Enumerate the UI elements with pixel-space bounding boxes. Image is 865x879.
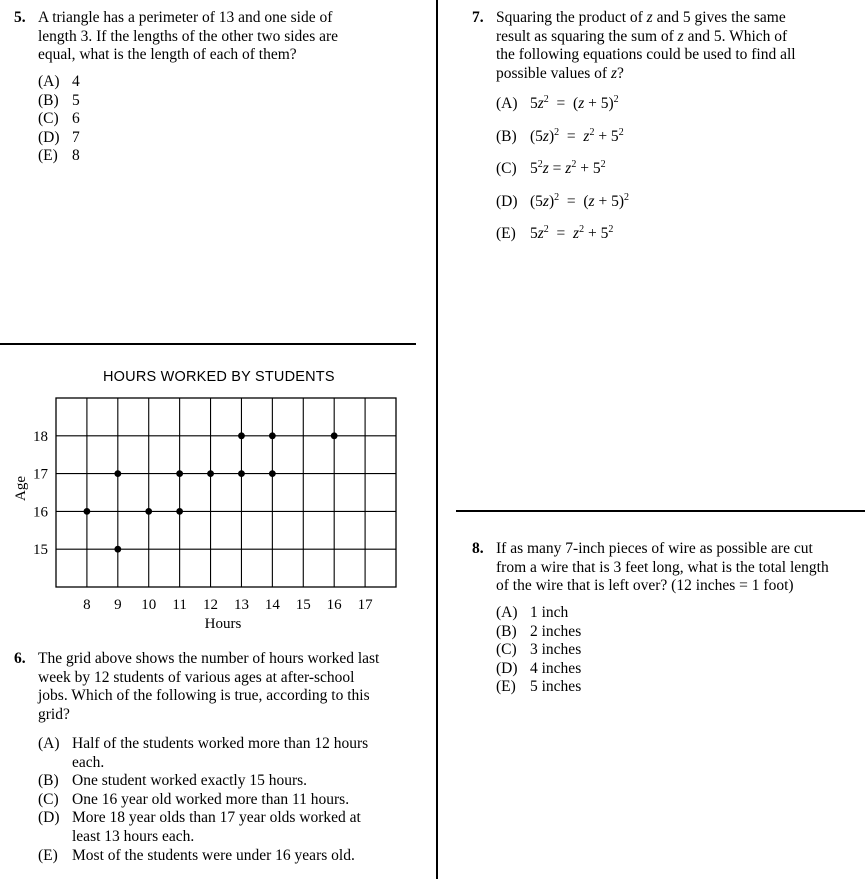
chart-title: HOURS WORKED BY STUDENTS [103, 369, 335, 385]
answer-option[interactable]: (C) 3 inches [496, 641, 582, 659]
question-number: 6. [14, 650, 26, 667]
x-tick-label: 9 [114, 597, 122, 613]
data-point [207, 470, 214, 477]
answer-options [496, 91, 629, 254]
y-tick-label: 16 [33, 504, 48, 521]
section-divider-left [0, 343, 416, 345]
data-point [269, 432, 276, 439]
equation: $5^2z = z^2 + 5^2$ [530, 159, 606, 178]
x-tick-label: 17 [357, 597, 373, 613]
y-tick-label: 18 [33, 428, 48, 445]
answer-option[interactable]: (A) Half of the students worked more than 12 hours each. [38, 735, 369, 771]
answer-option[interactable]: (B) $(5z)^2 = z^2 + 5^2$ [496, 124, 629, 157]
y-tick-label: 15 [33, 542, 48, 559]
x-tick-label: 10 [141, 597, 157, 613]
answer-options [496, 604, 581, 697]
x-tick-label: 16 [326, 597, 342, 613]
answer-option[interactable]: (D) $(5z)^2 = (z + 5)^2$ [496, 189, 629, 222]
answer-option[interactable]: (A) $5z^2 = (z + 5)^2$ [496, 91, 629, 124]
equation: $(5z)^2 = (z + 5)^2$ [530, 191, 629, 210]
stem-line: grid? [38, 705, 70, 723]
answer-option[interactable]: (A) 4 [38, 73, 80, 90]
data-point [238, 470, 245, 477]
answer-option[interactable]: (E) 5 inches [496, 678, 582, 696]
section-divider-right [456, 510, 865, 512]
answer-option[interactable]: (E) 8 [38, 147, 80, 165]
stem-line: jobs. Which of the following is true, according to this [38, 687, 370, 704]
question-stem [38, 650, 418, 724]
data-point [145, 508, 152, 515]
answer-option[interactable]: (C) $5^2z = z^2 + 5^2$ [496, 156, 629, 189]
x-tick-label: 11 [172, 597, 187, 613]
data-point [84, 508, 91, 515]
data-point [331, 432, 338, 439]
answer-option[interactable]: (C) 6 [38, 110, 80, 128]
data-point [238, 432, 245, 439]
data-point [176, 508, 183, 515]
question-stem [496, 540, 861, 596]
x-tick-label: 15 [295, 597, 311, 613]
data-point [176, 470, 183, 477]
answer-options [38, 73, 80, 166]
stem-line: A triangle has a perimeter of 13 and one side of [38, 9, 333, 26]
hours-worked-chart [0, 385, 416, 635]
answer-option[interactable]: (E) Most of the students were under 16 years old. [38, 846, 355, 864]
answer-option[interactable]: (C) One 16 year old worked more than 11 hours. [38, 790, 350, 808]
question-number: 8. [472, 540, 484, 557]
answer-option[interactable]: (E) $5z^2 = z^2 + 5^2$ [496, 221, 629, 254]
answer-options [38, 735, 388, 865]
question-stem [38, 9, 418, 65]
answer-option[interactable]: (D) More 18 year olds than 17 year olds worked at least 13 hours each. [38, 809, 361, 845]
question-number: 5. [14, 9, 26, 26]
data-point [114, 470, 121, 477]
data-point [114, 546, 121, 553]
answer-option[interactable]: (A) 1 inch [496, 604, 569, 621]
x-tick-label: 12 [203, 597, 219, 613]
equation: $5z^2 = z^2 + 5^2$ [530, 224, 614, 243]
stem-line: from a wire that is 3 feet long, what is the total length [496, 558, 829, 576]
x-tick-label: 8 [83, 597, 91, 613]
x-tick-label: 14 [264, 597, 280, 613]
stem-line: equal, what is the length of each of them? [38, 46, 297, 63]
stem-line: of the wire that is left over? (12 inches = 1 foot) [496, 577, 794, 594]
stem-line: length 3. If the lengths of the other two sides are [38, 27, 339, 45]
y-axis-label: Age [13, 476, 29, 501]
x-axis-label: Hours [204, 616, 242, 632]
answer-option[interactable]: (D) 4 inches [496, 659, 582, 677]
answer-option[interactable]: (D) 7 [38, 128, 80, 146]
stem-line: The grid above shows the number of hours worked last [38, 650, 380, 667]
answer-option[interactable]: (B) 2 inches [496, 622, 582, 640]
answer-option[interactable]: (B) One student worked exactly 15 hours. [38, 772, 308, 790]
plot-frame [56, 398, 396, 587]
question-number: 7. [472, 9, 484, 26]
question-stem: Squaring the product of z and 5 gives the same result as squaring the sum of z and 5. Which of the following equations could be used to find all possible values of z? [496, 9, 796, 82]
answer-option[interactable]: (B) 5 [38, 91, 80, 109]
stem-line: If as many 7-inch pieces of wire as possible are cut [496, 540, 813, 557]
y-tick-label: 17 [33, 466, 48, 483]
data-point [269, 470, 276, 477]
x-tick-label: 13 [233, 597, 249, 613]
column-divider [436, 0, 438, 879]
equation: $5z^2 = (z + 5)^2$ [530, 94, 619, 113]
equation: $(5z)^2 = z^2 + 5^2$ [530, 126, 624, 145]
stem-line: week by 12 students of various ages at after-school [38, 668, 355, 686]
